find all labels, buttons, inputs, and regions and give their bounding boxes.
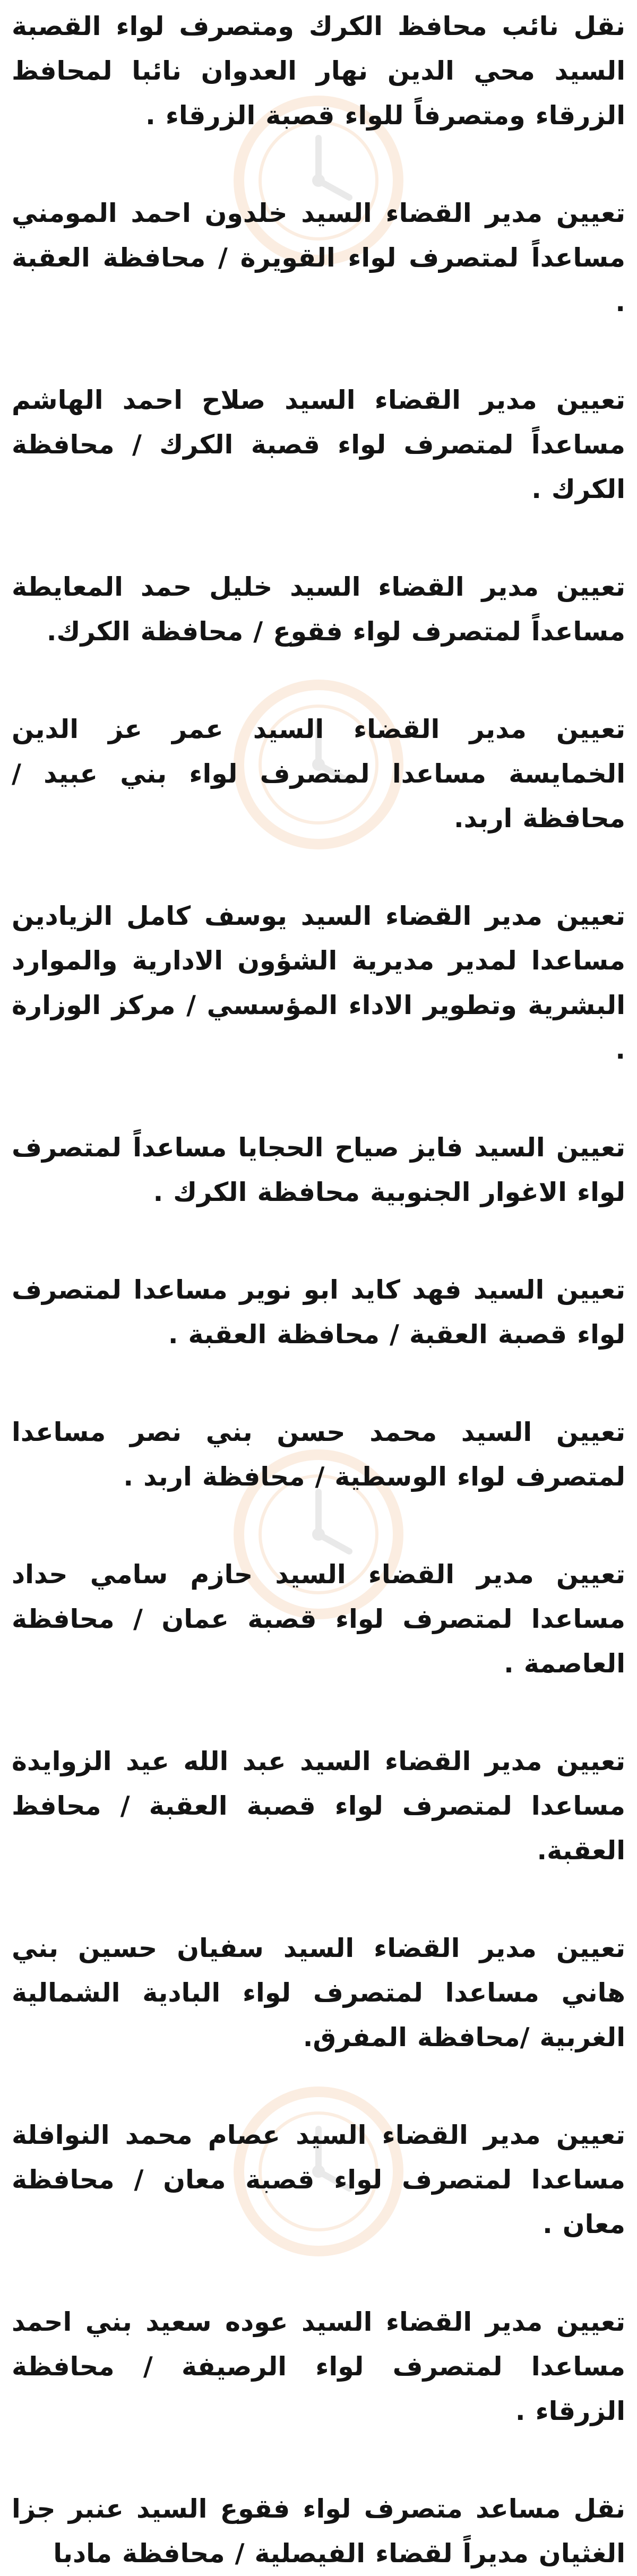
paragraph-appointment-ministry-hr: تعيين مدير القضاء السيد يوسف كامل الزيادين مساعدا لمدير مديرية الشؤون الادارية والموارد البشرية وتطوير الاداء المؤسسي / مركز الوزارة . <box>12 901 625 1065</box>
paragraph-gap <box>12 1215 625 1268</box>
paragraph-transfer-zarqa: نقل نائب محافظ الكرك ومتصرف لواء القصبة السيد محي الدين نهار العدوان نائبا لمحافظ الزرقاء ومتصرفاً للواء قصبة الزرقاء . <box>12 11 625 131</box>
paragraph-gap <box>12 1072 625 1126</box>
paragraph-gap <box>12 325 625 378</box>
paragraph-gap <box>12 1686 625 1739</box>
paragraph-gap <box>12 1357 625 1410</box>
paragraph-appointment-rusaifa: تعيين مدير القضاء السيد عوده سعيد بني احمد مساعدا لمتصرف لواء الرصيفة / محافظة الزرقاء . <box>12 2307 625 2426</box>
paragraph-gap <box>12 1873 625 1926</box>
paragraph-appointment-aqaba-qasaba: تعيين السيد فهد كايد ابو نوير مساعدا لمتصرف لواء قصبة العقبة / محافظة العقبة . <box>12 1275 625 1350</box>
paragraph-gap <box>12 2247 625 2300</box>
paragraph-gap <box>12 2060 625 2113</box>
paragraph-transfer-faisaliyya: نقل مساعد متصرف لواء فقوع السيد عنبر جزا الغثيان مديراً لقضاء الفيصلية / محافظة مادبا <box>12 2494 625 2569</box>
paragraph-appointment-bani-obeid: تعيين مدير القضاء السيد عمر عز الدين الخمايسة مساعدا لمتصرف لواء بني عبيد / محافظة اربد. <box>12 714 625 834</box>
paragraph-appointment-maan-qasaba: تعيين مدير القضاء السيد عصام محمد النوافلة مساعدا لمتصرف لواء قصبة معان / محافظة معان . <box>12 2120 625 2239</box>
paragraph-appointment-wastiyya: تعيين السيد محمد حسن بني نصر مساعدا لمتصرف لواء الوسطية / محافظة اربد . <box>12 1417 625 1492</box>
paragraph-gap <box>12 1499 625 1552</box>
paragraph-gap <box>12 2434 625 2487</box>
paragraph-gap <box>12 841 625 894</box>
paragraph-gap <box>12 512 625 565</box>
paragraph-appointment-northwest-badia: تعيين مدير القضاء السيد سفيان حسين بني هاني مساعدا لمتصرف لواء البادية الشمالية الغربية /محافظة المفرق. <box>12 1933 625 2053</box>
paragraph-gap <box>12 654 625 707</box>
paragraph-appointment-karak-qasaba: تعيين مدير القضاء السيد صلاح احمد الهاشم مساعداً لمتصرف لواء قصبة الكرك / محافظة الكرك . <box>12 385 625 504</box>
paragraph-appointment-quwaira: تعيين مدير القضاء السيد خلدون احمد المومني مساعداً لمتصرف لواء القويرة / محافظة العقبة . <box>12 198 625 317</box>
paragraph-appointment-aqaba-qasaba-2: تعيين مدير القضاء السيد عبد الله عيد الزوايدة مساعدا لمتصرف لواء قصبة العقبة / محافظ العقبة. <box>12 1746 625 1866</box>
paragraph-appointment-faqqu: تعيين مدير القضاء السيد خليل حمد المعايطة مساعداً لمتصرف لواء فقوع / محافظة الكرك. <box>12 572 625 647</box>
paragraph-gap <box>12 138 625 191</box>
paragraph-appointment-amman-qasaba: تعيين مدير القضاء السيد حازم سامي حداد مساعدا لمتصرف لواء قصبة عمان / محافظة العاصمة . <box>12 1559 625 1679</box>
paragraph-appointment-southern-ghor: تعيين السيد فايز صياح الحجايا مساعداً لمتصرف لواء الاغوار الجنوبية محافظة الكرك . <box>12 1132 625 1207</box>
